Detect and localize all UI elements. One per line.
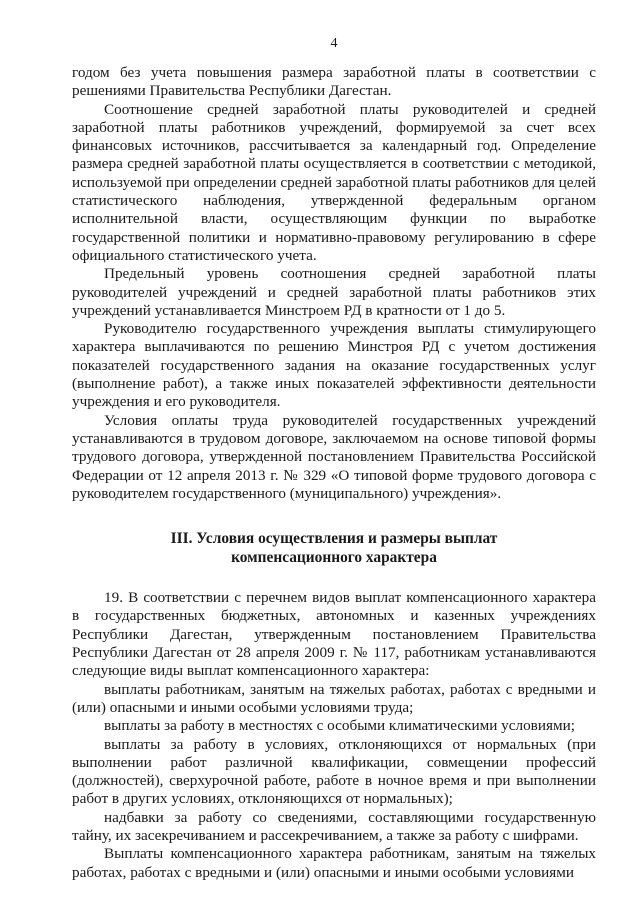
paragraph: Руководителю государственного учреждения выплаты стимулирующего характера выплачиваются по решению Минстроя РД с учетом достижения показателей государственного задания на оказание государственных услуг (выполнение работ), а также иных показателей эффективности деятельности учреждения и его руководителя. — [72, 320, 596, 411]
document-page — [72, 0, 596, 905]
paragraph-continuation: годом без учета повышения размера заработной платы в соответствии с решениями Правительства Республики Дагестан. — [72, 64, 596, 100]
paragraph: Выплаты компенсационного характера работникам, занятым на тяжелых работах, работах с вредными и (или) опасными и иными особыми условиями — [72, 845, 596, 881]
list-item: выплаты работникам, занятым на тяжелых работах, работах с вредными и (или) опасными и иными особыми условиями труда; — [72, 680, 596, 716]
paragraph: 19. В соответствии с перечнем видов выплат компенсационного характера в государственных бюджетных, автономных и казенных учреждениях Республики Дагестан, утвержденным постановлением Правительства Республики Дагестан от 28 апреля 2009 г. № 117, работникам устанавливаются следующие виды выплат компенсационного характера: — [72, 589, 596, 680]
list-item: выплаты за работу в условиях, отклоняющихся от нормальных (при выполнении работ различной квалификации, совмещении профессий (должностей), сверхурочной работе, работе в ночное время и при выполнении работ в других условиях, отклоняющихся от нормальных); — [72, 735, 596, 808]
paragraph: Условия оплаты труда руководителей государственных учреждений устанавливаются в трудовом договоре, заключаемом на основе типовой формы трудового договора, утвержденной постановлением Правительства Российской Федерации от 12 апреля 2013 г. № 329 «О типовой форме трудового договора с руководителем государственного (муниципального) учреждения». — [72, 411, 596, 502]
list-item: надбавки за работу со сведениями, составляющими государственную тайну, их засекречиванием и рассекречиванием, а также за работу с шифрами. — [72, 808, 596, 844]
section-heading-line-2: компенсационного характера — [231, 549, 437, 567]
section-heading-line-1: III. Условия осуществления и размеры выплат — [170, 530, 498, 548]
paragraph: Предельный уровень соотношения средней заработной платы руководителей учреждений и средней заработной платы работников этих учреждений устанавливается Минстроем РД в кратности от 1 до 5. — [72, 265, 596, 319]
page-number: 4 — [330, 36, 338, 51]
paragraph: Соотношение средней заработной платы руководителей и средней заработной платы работников учреждений, формируемой за счет всех финансовых источников, рассчитывается за календарный год. Определение размера средней заработной платы осуществляется в соответствии с методикой, используемой при определении средней заработной платы работников для целей статистического наблюдения, утвержденной федеральным органом исполнительной власти, осуществляющим функции по выработке государственной политики и нормативно-правовому регулированию в сфере официального статистического учета. — [72, 100, 596, 264]
section-heading — [72, 529, 596, 567]
document-body — [72, 64, 596, 882]
list-item: выплаты за работу в местностях с особыми климатическими условиями; — [104, 717, 575, 735]
